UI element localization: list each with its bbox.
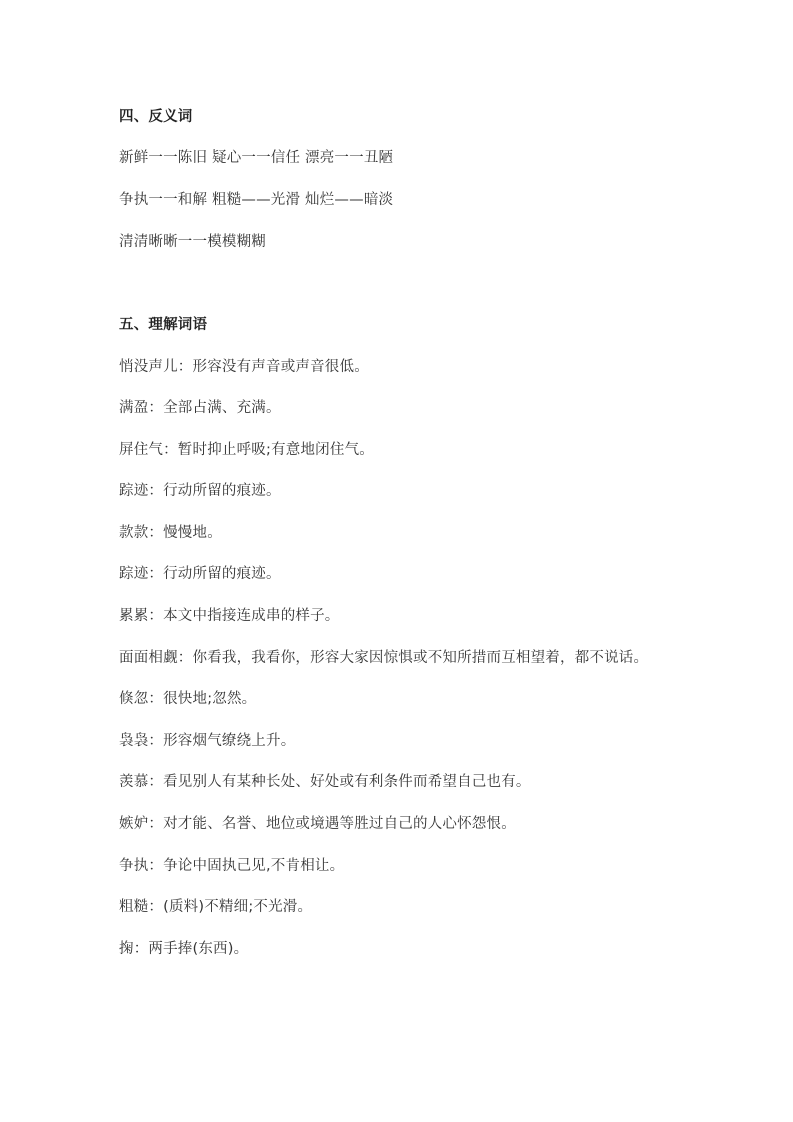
vocab-item: 面面相觑：你看我，我看你，形容大家因惊惧或不知所措而互相望着，都不说话。 xyxy=(119,650,649,666)
vocab-item: 踪迹：行动所留的痕迹。 xyxy=(119,566,281,582)
vocab-item: 满盈：全部占满、充满。 xyxy=(119,400,281,416)
vocab-item: 倏忽：很快地;忽然。 xyxy=(119,691,257,707)
antonym-line: 新鲜一一陈旧 疑心一一信任 漂亮一一丑陋 xyxy=(119,150,394,166)
vocab-item: 争执：争论中固执己见,不肯相让。 xyxy=(119,858,345,874)
antonym-line: 争执一一和解 粗糙——光滑 灿烂——暗淡 xyxy=(119,192,394,208)
vocab-item: 累累：本文中指接连成串的样子。 xyxy=(119,608,340,624)
vocab-item: 粗糙：(质料)不精细;不光滑。 xyxy=(119,899,313,915)
section-heading-antonyms: 四、反义词 xyxy=(119,109,193,125)
vocab-item: 嫉妒：对才能、名誉、地位或境遇等胜过自己的人心怀怨恨。 xyxy=(119,816,516,832)
section-heading-vocabulary: 五、理解词语 xyxy=(119,317,208,333)
vocab-item: 羡慕：看见别人有某种长处、好处或有利条件而希望自己也有。 xyxy=(119,774,531,790)
vocab-item: 踪迹：行动所留的痕迹。 xyxy=(119,483,281,499)
vocab-item: 款款：慢慢地。 xyxy=(119,525,222,541)
vocab-item: 掬：两手捧(东西)。 xyxy=(119,941,249,957)
vocab-item: 悄没声儿：形容没有声音或声音很低。 xyxy=(119,359,369,375)
antonym-line: 清清晰晰一一模模糊糊 xyxy=(119,234,266,250)
vocab-item: 屏住气：暂时抑止呼吸;有意地闭住气。 xyxy=(119,442,374,458)
vocab-item: 袅袅：形容烟气缭绕上升。 xyxy=(119,733,296,749)
